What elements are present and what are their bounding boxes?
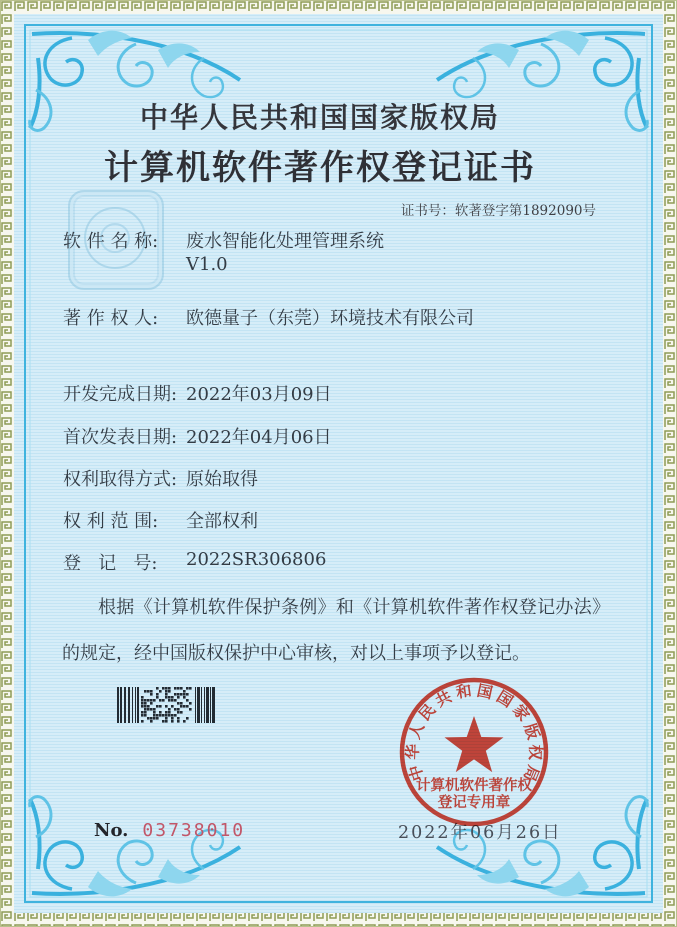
field-value: 欧德量子（东莞）环境技术有限公司 — [186, 308, 474, 329]
field-software-name — [63, 227, 384, 253]
issue-date: 2022年06月26日 — [398, 823, 562, 843]
serial-number: 03738010 — [142, 820, 246, 841]
field-first-publish-date — [63, 423, 332, 449]
seal-ring-text: 中华人民共和国国家版权局 — [402, 680, 546, 789]
field-label: 权 利 范 围: — [63, 511, 159, 532]
field-value: 原始取得 — [186, 469, 258, 490]
software-version: V1.0 — [186, 254, 228, 275]
certificate-title: 计算机软件著作权登记证书 — [104, 148, 536, 188]
seal-line2: 登记专用章 — [437, 794, 511, 811]
serial-label: No. — [94, 820, 129, 841]
field-value: 2022SR306806 — [186, 549, 327, 570]
barcode — [117, 687, 217, 723]
field-value: 废水智能化处理管理系统 — [186, 231, 384, 252]
registration-statement: 根据《计算机软件保护条例》和《计算机软件著作权登记办法》的规定，经中国版权保护中心审核，对以上事项予以登记。 — [62, 597, 610, 664]
field-completion-date — [63, 380, 332, 406]
field-label: 软 件 名 称: — [63, 231, 159, 252]
field-label: 著 作 权 人: — [63, 308, 159, 329]
field-label: 权利取得方式: — [63, 469, 178, 490]
serial-number-line — [94, 820, 245, 841]
copyright-seal — [389, 667, 559, 837]
field-label: 登 记 号: — [63, 553, 158, 574]
authority-title: 中华人民共和国国家版权局 — [139, 101, 500, 134]
seal-line1: 计算机软件著作权 — [416, 777, 532, 794]
field-value: 2022年04月06日 — [186, 427, 332, 448]
field-registration-number — [63, 549, 326, 575]
field-label: 首次发表日期: — [63, 427, 178, 448]
field-rights-scope — [63, 507, 258, 533]
star-icon — [445, 716, 504, 772]
certificate-number-value: 软著登字第1892090号 — [454, 203, 596, 219]
field-value: 全部权利 — [186, 511, 258, 532]
field-label: 开发完成日期: — [63, 384, 178, 405]
field-rights-acquisition — [63, 465, 258, 491]
field-copyright-owner — [63, 304, 474, 330]
certificate-number-label: 证书号： — [400, 203, 455, 219]
field-value: 2022年03月09日 — [186, 384, 332, 405]
certificate-number-line — [310, 199, 596, 219]
